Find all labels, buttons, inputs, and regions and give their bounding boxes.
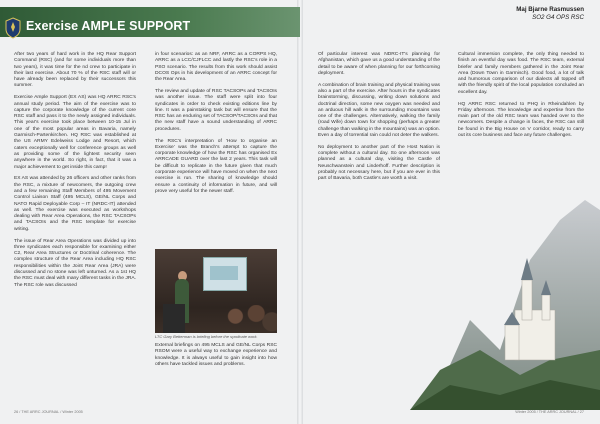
paragraph: The review and update of RSC TACSOPs and TACSOIs was another issue. The staff were split into four syndicates in order to check existing editions line by line. It was a painstaking task but will ensure that the RSC has an enduring set of TACSOP/TACSOIs and that the new staff have a sound understanding of ARRC procedures. xyxy=(155,88,277,132)
castle-landscape-image xyxy=(410,200,600,410)
title-banner xyxy=(0,7,300,37)
footer-right: Winter 2005 / THE ARRC JOURNAL / 27 xyxy=(515,410,584,414)
author-name: Maj Bjarne Rasmussen xyxy=(516,6,584,13)
text-column-2 xyxy=(155,52,277,201)
text-column-3 xyxy=(318,52,440,188)
paragraph: The RSC's interpretation of 'How to organise an Exercise' was the Branch's attempt to capture the corporate knowledge of how the RSC has organised Ex ARRCADE GUARD over the last 2 years. This task will be difficult to replicate in the future given that much corporate experience will have moved on when the next exercise is run. The sharing of knowledge should ensure a continuity of information in future, and will prove very useful for the newer staff. xyxy=(155,138,277,194)
shield-badge-icon xyxy=(5,17,21,39)
projection-screen xyxy=(203,257,247,291)
photo-caption: LTC Gary Betterman is briefing before the syndicate work. xyxy=(155,334,258,339)
paragraph: A combination of brain training and physical training was also a part of the exercise. After hours in the syndicates brainstorming, discussing, writing down solutions and doctrinal direction, some new oxygen was needed and an arduous hill walk in the surrounding mountains was one of the challenges. Alternatively, walking the family (road Wife) down town for shopping (perhaps a greater challenge than walking in the mountains) was an option. Even a day of torrential rain could not deter the walkers. xyxy=(318,82,440,139)
paragraph: Exercise Ample Support (EX AS) was HQ ARRC RSC's annual study period. The aim of the exercise was to capture the corporate knowledge of the current core RSC staff and pass it to the newly assigned individuals. This year's exercise took place between 10-15 Jul in one of the most popular areas in Bavaria, namely Garmisch-Partenkirchen. HQ RSC was established at the US ARMY Edelweiss Lodge and Resort, which caters exceptionally well for conference groups as well as providing some of the lightest security seen anywhere in the world. So right, in fact, that it was a major achievement to get inside this camp! xyxy=(14,95,136,170)
paragraph: No deployment to another part of the Host Nation is complete without a cultural day. So one afternoon was planned as a cultural day, visiting the Castle of Neuschwanstein and Linderhoff. Further description is probably not necessary here, but if you are ever in this part of Bavaria, both Castle's are worth a visit. xyxy=(318,144,440,182)
author-block xyxy=(516,6,584,22)
paragraph: Cultural immersion complete, the only thing needed to finish an eventful day was food. The RSC team, external briefer and family members gathered in the Joint Rear Area (Down Town in Garmisch). Good food, a lot of talk and humorous comparison of our dialects all topped off with the friendly spirit of the local population concluded an excellent day. xyxy=(458,52,584,95)
text-column-4 xyxy=(458,52,584,145)
paragraph: Of particular interest was NDRC-IT's planning for Afghanistan, which gave us a good understanding of the detail to be aware of when planning for our forthcoming deployment. xyxy=(318,52,440,76)
audience xyxy=(225,305,277,333)
article-title: Exercise AMPLE SUPPORT xyxy=(26,19,191,33)
text-column-2-lower xyxy=(155,343,277,374)
paragraph: External briefings on 495 MCLS and GE/NL Corps RSC RSOM were a useful way to exchange experience and knowledge. It is always useful to gain insight into how others have tackled issues and problems. xyxy=(155,343,277,367)
paragraph: HQ ARRC RSC returned to PHQ in Rheindahlen by Friday afternoon. The knowledge and expertise from the main part of the old RSC team was handed over to the newcomers. Despite a change in faces, the RSC can still be found in the Big House on V corridor, ready to carry out its core business and face any future challenges. xyxy=(458,101,584,139)
paragraph: After two years of hard work in the HQ Rear Support Command (RSC) (and for some individuals more than two years), it was time for the nd crew to participate in their last exercise. About 70 % of the RSC staff will or have already been replaced by their successors this summer. xyxy=(14,52,136,89)
paragraph: in four scenarios: as an NRF, ARRC as a CORPS HQ, ARRC as a LCC/CJFLCC and lastly the RSC's role in a PSO scenario. The results from this work should assist DCOS Ops in his development of an ARRC concept for the Rear Area. xyxy=(155,52,277,83)
page-fold xyxy=(297,0,303,424)
briefing-photo xyxy=(155,249,277,333)
lectern xyxy=(163,304,185,333)
author-unit: SO2 G4 OPS RSC xyxy=(532,14,584,21)
text-column-1 xyxy=(14,52,136,294)
paragraph: EX AS was attended by 26 officers and other ranks from the RSC, a mixture of newcomers, the outgoing crew and a few remaining Staff Members of 495 Movement Control Liaison Staff (495 MCLS), GE/NL Corps and NATO Rapid Deployable Corp – IT (NRDC-IT) attended as well. The exercise was executed as workshops dealing with Rear Area Operations, the RSC TACSOPs and TACSOIs and the RSC template for exercise writing. xyxy=(14,176,136,232)
footer-left: 26 / THE ARRC JOURNAL / Winter 2005 xyxy=(14,410,83,414)
paragraph: The issue of Rear Area Operations was divided up into three syndicates each responsible for examining either C2, Rear Area Structures or Doctrinal coherence. The complex structure of the Rear Area including HQ RSC responsibilities within the Joint Rear Area (JRA) were discussed and no stone was left unturned. As a 1st HQ the RSC must deal with many different tasks in the JRA. The RSC role was discussed xyxy=(14,238,136,288)
